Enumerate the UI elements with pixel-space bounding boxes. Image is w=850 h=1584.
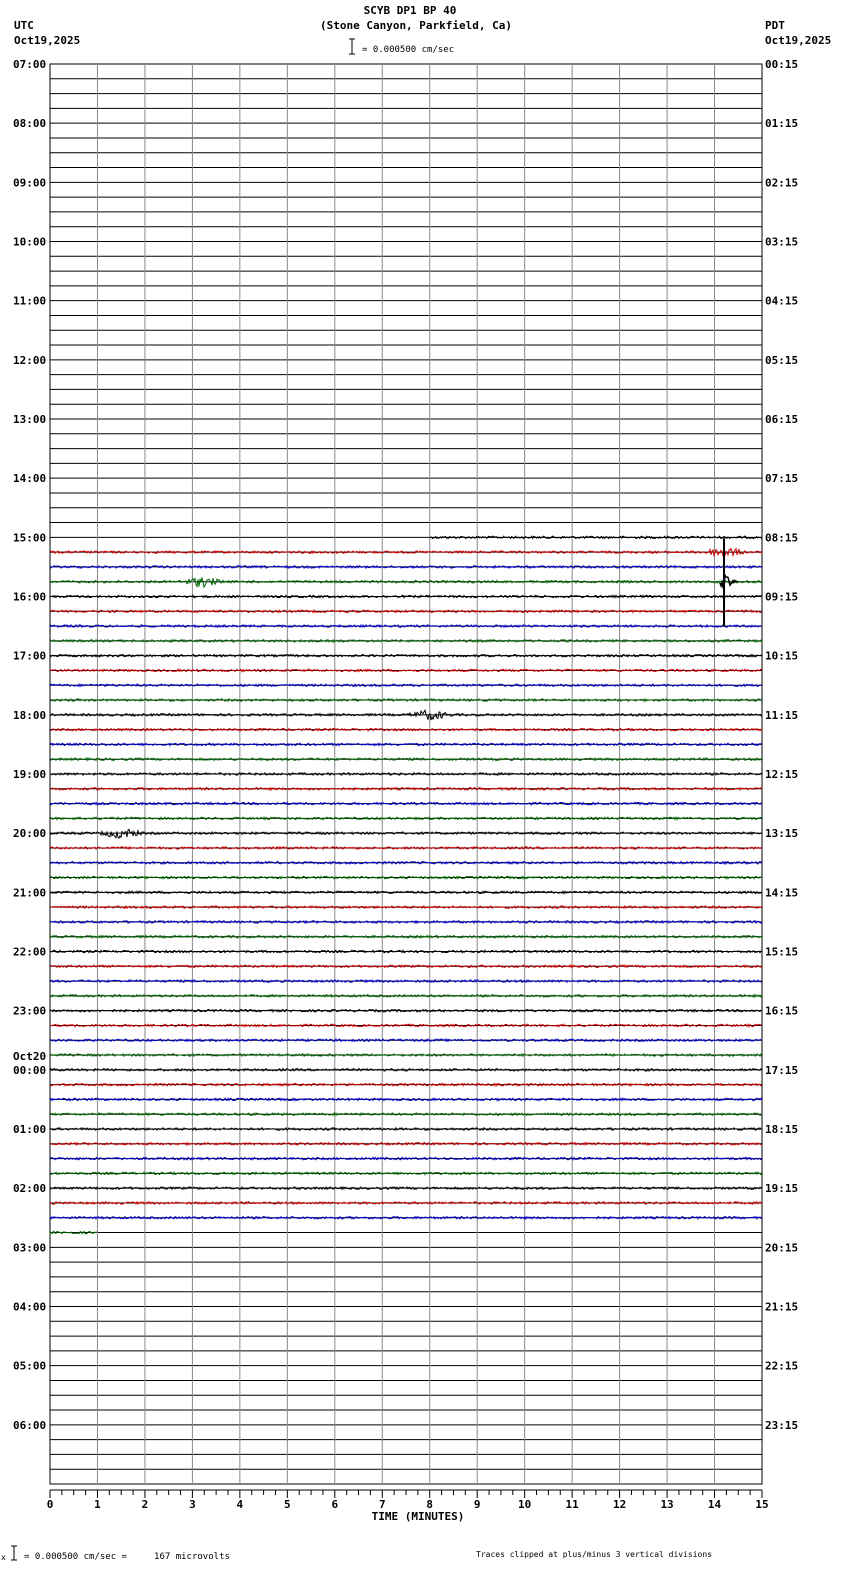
utc-hour-label: 19:00 — [13, 768, 47, 781]
pdt-hour-label: 04:15 — [765, 294, 799, 308]
x-tick-label: 9 — [473, 1498, 481, 1511]
pdt-hour-label: 06:15 — [765, 413, 799, 426]
x-tick-label: 12 — [612, 1498, 627, 1511]
pdt-hour-label: 05:15 — [765, 353, 799, 367]
seismic-trace — [50, 699, 762, 701]
pdt-date-label: Oct19,2025 — [765, 34, 832, 47]
station-title: SCYB DP1 BP 40 — [363, 4, 457, 17]
utc-hour-label: 13:00 — [13, 413, 47, 426]
utc-hour-label: 05:00 — [13, 1359, 47, 1373]
seismic-trace — [50, 728, 762, 730]
pdt-hour-label: 14:15 — [765, 886, 799, 900]
utc-hour-label: 12:00 — [13, 353, 47, 367]
utc-hour-label: 15:00 — [13, 531, 47, 545]
utc-date-label: Oct19,2025 — [14, 34, 81, 47]
utc-hour-label: 11:00 — [13, 294, 47, 308]
pdt-hour-label: 21:15 — [765, 1300, 799, 1314]
utc-hour-label: 07:00 — [13, 58, 47, 71]
seismic-trace — [50, 1217, 762, 1219]
pdt-hour-label: 00:15 — [765, 58, 799, 71]
pdt-hour-label: 02:15 — [765, 176, 799, 190]
pdt-hour-label: 03:15 — [765, 235, 799, 249]
pdt-hour-label: 07:15 — [765, 472, 799, 486]
utc-hour-label: 06:00 — [13, 1418, 47, 1432]
utc-hour-label: 02:00 — [13, 1182, 47, 1196]
pdt-hour-label: 19:15 — [765, 1182, 799, 1196]
pdt-hour-label: 09:15 — [765, 590, 799, 604]
pdt-hour-label: 10:15 — [765, 649, 799, 663]
utc-hour-labels — [13, 58, 46, 1432]
utc-hour-label: 22:00 — [13, 945, 47, 959]
seismic-trace — [50, 829, 762, 838]
pdt-hour-label: 08:15 — [765, 531, 799, 545]
seismic-trace — [50, 1202, 762, 1204]
pdt-hour-label: 16:15 — [765, 1004, 799, 1018]
utc-hour-label: 09:00 — [13, 176, 47, 190]
x-tick-label: 2 — [141, 1498, 149, 1511]
x-tick-label: 15 — [755, 1498, 769, 1511]
utc-hour-label: 20:00 — [13, 827, 47, 841]
seismic-trace — [50, 921, 762, 923]
pdt-hour-label: 01:15 — [765, 117, 799, 131]
x-tick-label: 4 — [236, 1498, 244, 1511]
pdt-hour-label: 15:15 — [765, 945, 799, 959]
x-tick-label: 6 — [331, 1498, 339, 1511]
utc-hour-label: 00:00 — [13, 1063, 47, 1077]
scale-label: = 0.000500 cm/sec — [362, 45, 455, 55]
seismic-trace — [50, 610, 762, 612]
x-axis-title: TIME (MINUTES) — [371, 1510, 465, 1523]
pdt-hour-label: 20:15 — [765, 1241, 799, 1255]
utc-hour-label: 21:00 — [13, 886, 47, 900]
x-tick-label: 13 — [660, 1498, 674, 1511]
pdt-hour-label: 11:15 — [765, 708, 799, 722]
x-tick-label: 1 — [94, 1498, 101, 1511]
x-tick-label: 8 — [426, 1498, 434, 1511]
pdt-hour-label: 23:15 — [765, 1418, 799, 1432]
seismic-trace — [50, 1187, 762, 1189]
x-axis — [47, 1490, 769, 1511]
utc-hour-label: 14:00 — [13, 472, 47, 486]
x-tick-label: 3 — [189, 1498, 196, 1511]
pdt-zone-label: PDT — [765, 19, 785, 32]
x-tick-label: 0 — [46, 1498, 54, 1511]
pdt-hour-labels — [765, 58, 798, 1432]
station-location: (Stone Canyon, Parkfield, Ca) — [319, 19, 513, 32]
seismic-trace — [430, 536, 762, 538]
x-tick-label: 10 — [518, 1498, 532, 1511]
svg-text:x: x — [1, 1553, 6, 1562]
x-tick-label: 5 — [284, 1498, 291, 1511]
seismic-trace — [50, 640, 762, 642]
seismic-trace — [50, 847, 762, 849]
utc-hour-label: 18:00 — [13, 708, 47, 722]
seismic-trace — [50, 1172, 762, 1174]
utc-hour-label: 17:00 — [13, 649, 47, 663]
footer-scale-icon — [1, 1546, 17, 1562]
day-change-label: Oct20 — [13, 1049, 47, 1063]
utc-hour-label: 08:00 — [13, 117, 47, 131]
utc-hour-label: 16:00 — [13, 590, 47, 604]
seismic-trace — [50, 625, 762, 627]
seismic-trace — [50, 980, 762, 982]
pdt-hour-label: 22:15 — [765, 1359, 799, 1373]
seismic-trace — [50, 1113, 762, 1115]
utc-hour-label: 01:00 — [13, 1123, 47, 1136]
utc-hour-label: 03:00 — [13, 1241, 47, 1255]
seismic-trace — [50, 578, 762, 587]
utc-hour-label: 23:00 — [13, 1004, 47, 1018]
x-tick-label: 14 — [707, 1498, 722, 1511]
pdt-hour-label: 18:15 — [765, 1123, 799, 1136]
utc-hour-label: 10:00 — [13, 235, 47, 249]
footer-scale-note: = 0.000500 cm/sec = 167 microvolts — [24, 1552, 230, 1562]
x-tick-label: 7 — [378, 1498, 386, 1511]
scale-bar-icon — [349, 39, 355, 54]
seismic-trace — [50, 1010, 762, 1012]
utc-zone-label: UTC — [14, 19, 34, 32]
x-tick-label: 11 — [565, 1498, 579, 1511]
pdt-hour-label: 17:15 — [765, 1063, 799, 1077]
utc-hour-label: 04:00 — [13, 1300, 47, 1314]
pdt-hour-label: 12:15 — [765, 768, 799, 781]
pdt-hour-label: 13:15 — [765, 827, 799, 841]
footer-clip-note: Traces clipped at plus/minus 3 vertical divisions — [476, 1550, 713, 1559]
